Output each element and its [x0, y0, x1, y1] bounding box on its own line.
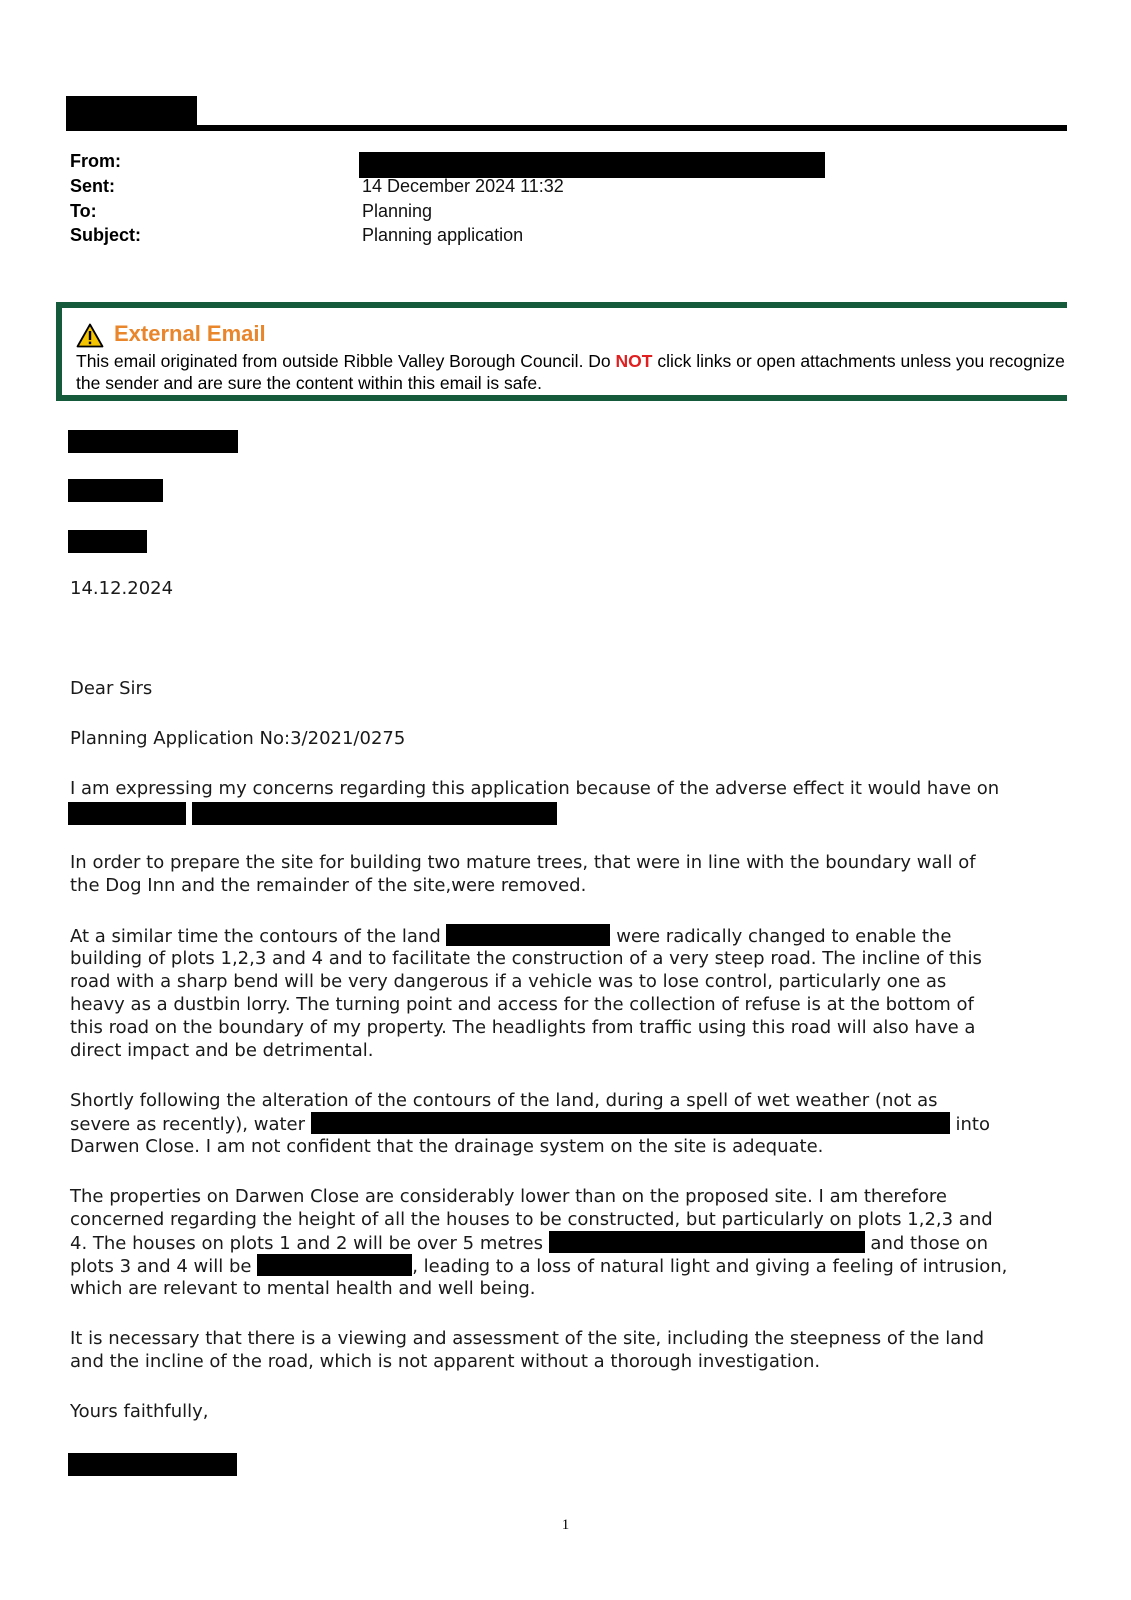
redacted-address-line-2: [68, 479, 163, 502]
letter-date: 14.12.2024: [70, 578, 174, 599]
subject-label: Subject:: [70, 225, 142, 245]
paragraph-3-line-5: this road on the boundary of my property. The headlights from traffic using this road will also have a: [70, 1017, 976, 1038]
warning-icon: [76, 323, 104, 348]
redacted-signature: [68, 1453, 237, 1476]
paragraph-6-line-2: and the incline of the road, which is not apparent without a thorough investigation.: [70, 1351, 821, 1372]
paragraph-3-line-6: direct impact and be detrimental.: [70, 1040, 374, 1061]
paragraph-3-line-3: road with a sharp bend will be very dangerous if a vehicle was to lose control, particularly one as: [70, 971, 947, 992]
paragraph-3-line-4: heavy as a dustbin lorry. The turning point and access for the collection of refuse is at the bottom of: [70, 994, 974, 1015]
closing: Yours faithfully,: [70, 1401, 209, 1422]
paragraph-5-line-1: The properties on Darwen Close are considerably lower than on the proposed site. I am therefore: [70, 1186, 947, 1207]
redacted-text: [68, 802, 186, 825]
paragraph-3-line-1: [70, 924, 1070, 949]
paragraph-5-line-3-end: and those on: [864, 1233, 989, 1254]
header-rule: [66, 125, 1067, 131]
paragraph-5-line-4-end: , leading to a loss of natural light and giving a feeling of intrusion,: [412, 1256, 1008, 1277]
paragraph-4-line-2-start: severe as recently), water: [70, 1114, 311, 1135]
redacted-address-line-1: [68, 430, 238, 453]
paragraph-5-line-2: concerned regarding the height of all the houses to be constructed, but particularly on plots 1,2,3 and: [70, 1209, 993, 1230]
paragraph-3-line-1-start: At a similar time the contours of the land: [70, 926, 447, 947]
paragraph-6-line-1: It is necessary that there is a viewing and assessment of the site, including the steepness of the land: [70, 1328, 985, 1349]
banner-text-after: click links or open attachments unless you recognize the sender and are sure the content within this email is safe.: [76, 351, 1065, 393]
paragraph-4-line-2-end: into: [949, 1114, 990, 1135]
to-value: Planning: [362, 201, 433, 221]
paragraph-4-line-3: Darwen Close. I am not confident that the drainage system on the site is adequate.: [70, 1136, 824, 1157]
paragraph-4-line-1: Shortly following the alteration of the contours of the land, during a spell of wet weather (not as: [70, 1090, 938, 1111]
paragraph-5-line-5: which are relevant to mental health and well being.: [70, 1278, 536, 1299]
paragraph-5-line-4: [70, 1254, 1070, 1279]
paragraph-5-line-4-start: plots 3 and 4 will be: [70, 1256, 258, 1277]
paragraph-5-line-3: [70, 1231, 1070, 1256]
redacted-text: [311, 1112, 950, 1134]
page-number: 1: [561, 1517, 570, 1533]
banner-emphasis: NOT: [615, 351, 653, 371]
redacted-text: [446, 924, 610, 946]
paragraph-2-line-2: the Dog Inn and the remainder of the site,were removed.: [70, 875, 587, 896]
external-email-banner: [56, 302, 1067, 401]
paragraph-4-line-2: [70, 1112, 1070, 1137]
paragraph-2-line-1: In order to prepare the site for building two mature trees, that were in line with the boundary wall of: [70, 852, 976, 873]
redacted-text: [192, 802, 557, 825]
salutation: Dear Sirs: [70, 678, 153, 699]
redacted-address-line-3: [68, 530, 147, 553]
subject-value: Planning application: [362, 225, 524, 245]
redacted-text: [257, 1254, 412, 1276]
sent-value: 14 December 2024 11:32: [362, 176, 564, 196]
banner-title: External Email: [114, 321, 266, 346]
banner-text: [76, 350, 1066, 394]
paragraph-3-line-1-end: were radically changed to enable the: [610, 926, 952, 947]
to-label: To:: [70, 201, 97, 221]
from-label: From:: [70, 151, 121, 171]
paragraph-5-line-3-start: 4. The houses on plots 1 and 2 will be over 5 metres: [70, 1233, 549, 1254]
application-reference: Planning Application No:3/2021/0275: [70, 728, 406, 749]
redacted-text: [549, 1231, 865, 1253]
paragraph-3-line-2: building of plots 1,2,3 and 4 and to facilitate the construction of a very steep road. The incline of this: [70, 948, 982, 969]
paragraph-1-line-1: I am expressing my concerns regarding this application because of the adverse effect it would have on: [70, 778, 1000, 799]
redacted-from-address: [359, 152, 825, 178]
sent-label: Sent:: [70, 176, 115, 196]
banner-text-before: This email originated from outside Ribble Valley Borough Council. Do: [76, 351, 616, 371]
